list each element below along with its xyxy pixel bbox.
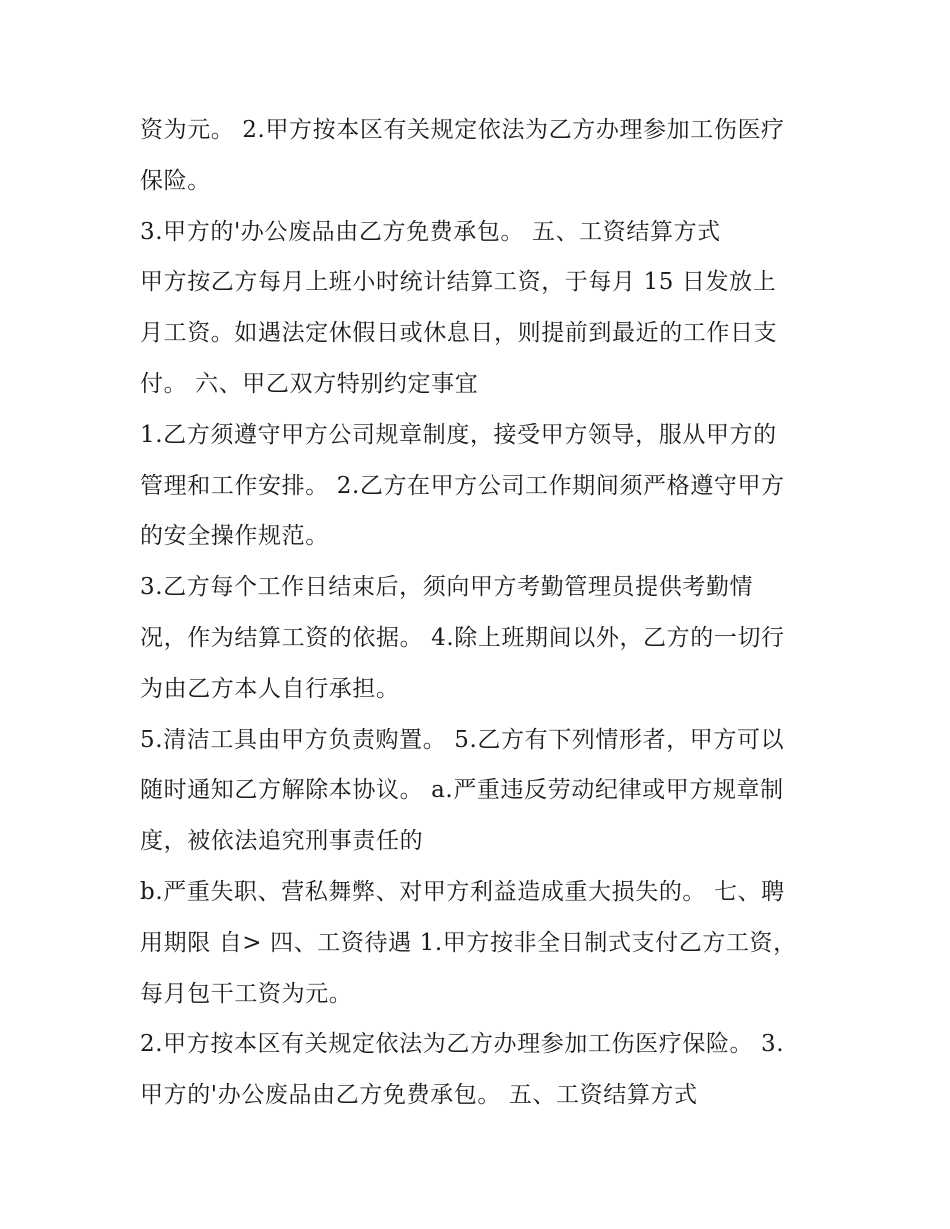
text-line: 为由乙方本人自行承担。 <box>140 675 400 702</box>
text-line: b.严重失职、营私舞弊、对甲方利益造成重大损失的。 七、聘 <box>140 878 785 905</box>
text-line: 资为元。 2.甲方按本区有关规定依法为乙方办理参加工伤医疗 <box>140 117 785 143</box>
text-line: 的安全操作规范。 <box>140 523 329 550</box>
text-line: 3.乙方每个工作日结束后，须向甲方考勤管理员提供考勤情 <box>140 574 754 601</box>
document-body <box>140 105 820 1121</box>
text-line: 3.甲方的'办公废品由乙方免费承包。 五、工资结算方式 <box>140 218 721 245</box>
text-line: 甲方的'办公废品由乙方免费承包。 五、工资结算方式 <box>140 1082 698 1109</box>
text-line: 管理和工作安排。 2.乙方在甲方公司工作期间须严格遵守甲方 <box>140 472 785 499</box>
text-line: 保险。 <box>140 167 211 194</box>
text-line: 每月包干工资为元。 <box>140 980 353 1007</box>
text-line: 2.甲方按本区有关规定依法为乙方办理参加工伤医疗保险。 3. <box>140 1031 785 1058</box>
text-line: 随时通知乙方解除本协议。 a.严重违反劳动纪律或甲方规章制 <box>140 777 784 804</box>
text-line: 1.乙方须遵守甲方公司规章制度，接受甲方领导，服从甲方的 <box>140 421 777 448</box>
text-line: 度，被依法追究刑事责任的 <box>140 828 424 855</box>
text-line: 用期限 自> 四、工资待遇 1.甲方按非全日制式支付乙方工资， <box>140 929 797 956</box>
text-line: 况，作为结算工资的依据。 4.除上班期间以外，乙方的一切行 <box>140 624 785 651</box>
text-line: 月工资。如遇法定休假日或休息日，则提前到最近的工作日支 <box>140 320 778 347</box>
text-line: 5.清洁工具由甲方负责购置。 5.乙方有下列情形者，甲方可以 <box>140 726 785 753</box>
text-line: 付。 六、甲乙双方特别约定事宜 <box>140 370 479 397</box>
text-line: 甲方按乙方每月上班小时统计结算工资，于每月 15 日发放上 <box>140 269 777 296</box>
